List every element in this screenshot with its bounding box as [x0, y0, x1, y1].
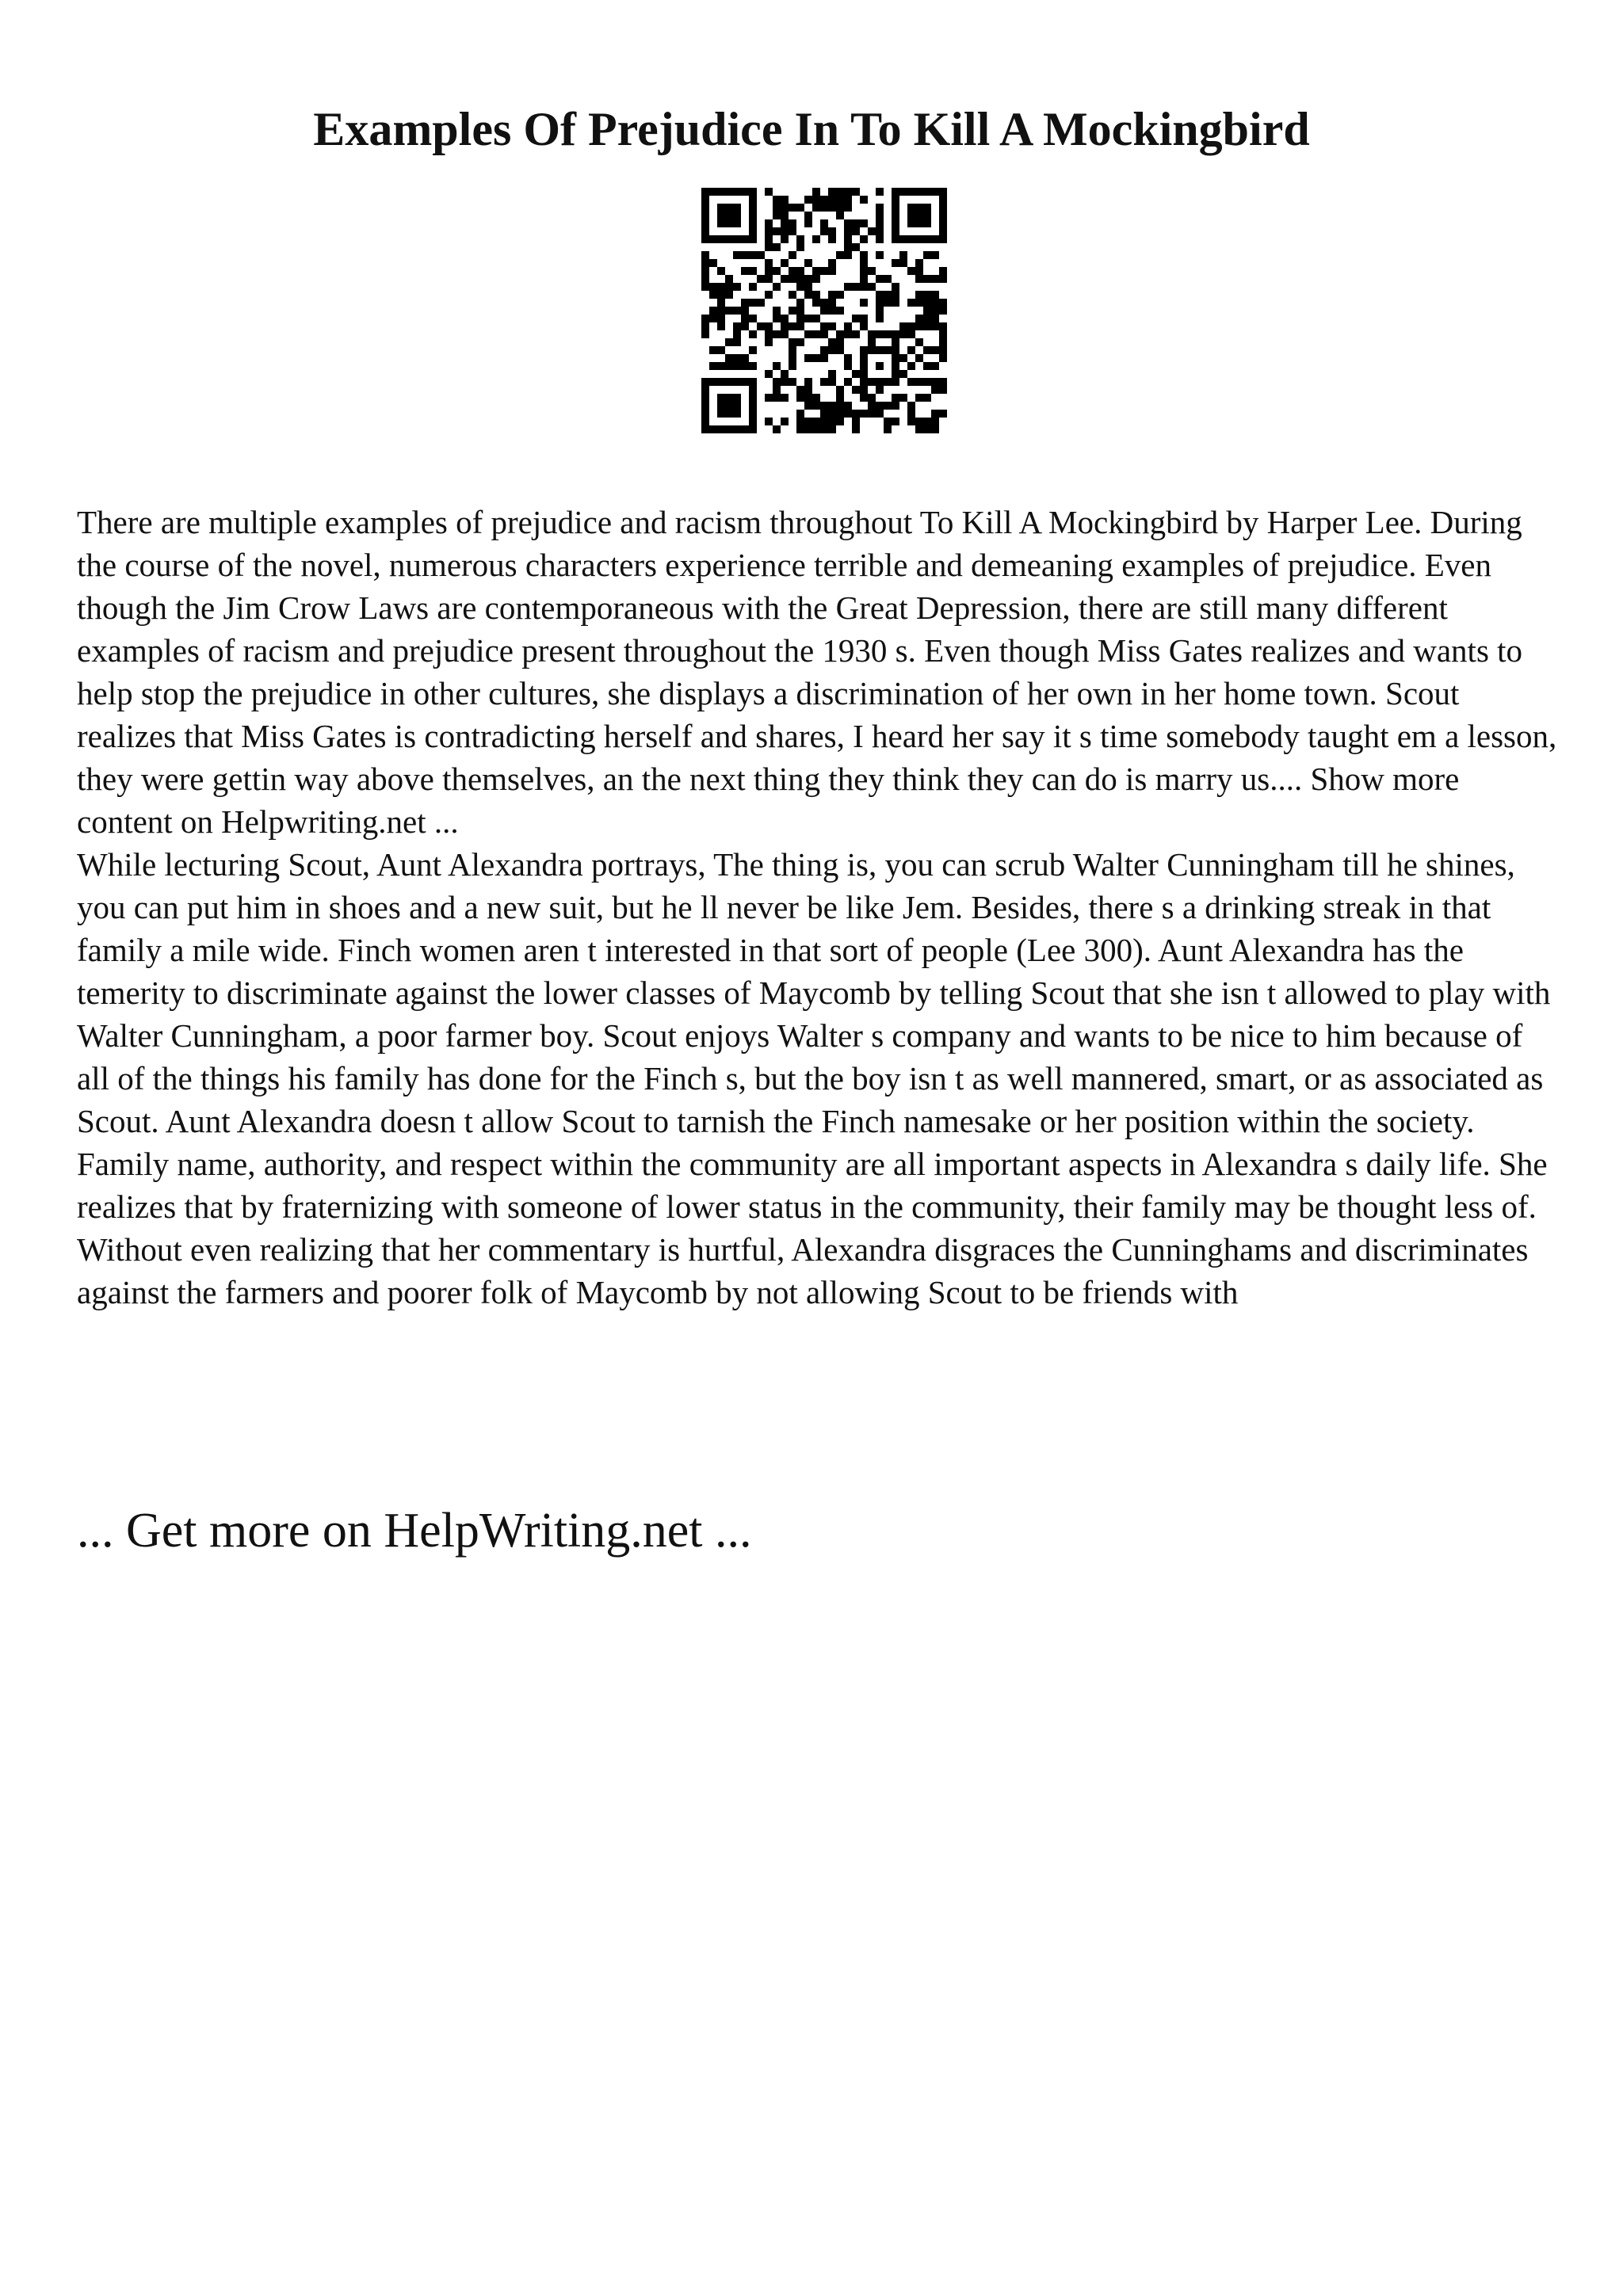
essay-body — [77, 501, 1559, 1314]
qr-code-icon[interactable] — [701, 188, 947, 433]
paragraph-alexandra: While lecturing Scout, Aunt Alexandra portrays, The thing is, you can scrub Walter Cunningham till he shines, you can put him in shoes and a new suit, but he ll never be like Jem. Besides, there s a drinking streak in that family a mile wide. Finch women aren t interested in that sort of people (Lee 300). Aunt Alexandra has the temerity to discriminate against the lower classes of Maycomb by telling Scout that she isn t allowed to play with Walter Cunningham, a poor farmer boy. Scout enjoys Walter s company and wants to be nice to him because of all of the things his family has done for the Finch s, but the boy isn t as well mannered, smart, or as associated as Scout. Aunt Alexandra doesn t allow Scout to tarnish the Finch namesake or her position within the society. Family name, authority, and respect within the community are all important aspects in Alexandra s daily life. She realizes that by fraternizing with someone of lower status in the community, their family may be thought less of. Without even realizing that her commentary is hurtful, Alexandra disgraces the Cunninghams and discriminates against the farmers and poorer folk of Maycomb by not allowing Scout to be friends with — [77, 846, 1551, 1310]
page-title: Examples Of Prejudice In To Kill A Mockingbird — [313, 103, 1310, 155]
get-more-link[interactable]: ... Get more on HelpWriting.net ... — [77, 1504, 752, 1558]
paragraph-intro: There are multiple examples of prejudice and racism throughout To Kill A Mockingbird by Harper Lee. During the course of the novel, numerous characters experience terrible and demeaning examples of prejudice. Even though the Jim Crow Laws are contemporaneous with the Great Depression, there are still many different examples of racism and prejudice present throughout the 1930 s. Even though Miss Gates realizes and wants to help stop the prejudice in other cultures, she displays a discrimination of her own in her home town. Scout realizes that Miss Gates is contradicting herself and shares, I heard her say it s time somebody taught em a lesson, they were gettin way above themselves, an the next thing they think they can do is marry us.... Show more content on Helpwriting.net ... — [77, 504, 1557, 840]
